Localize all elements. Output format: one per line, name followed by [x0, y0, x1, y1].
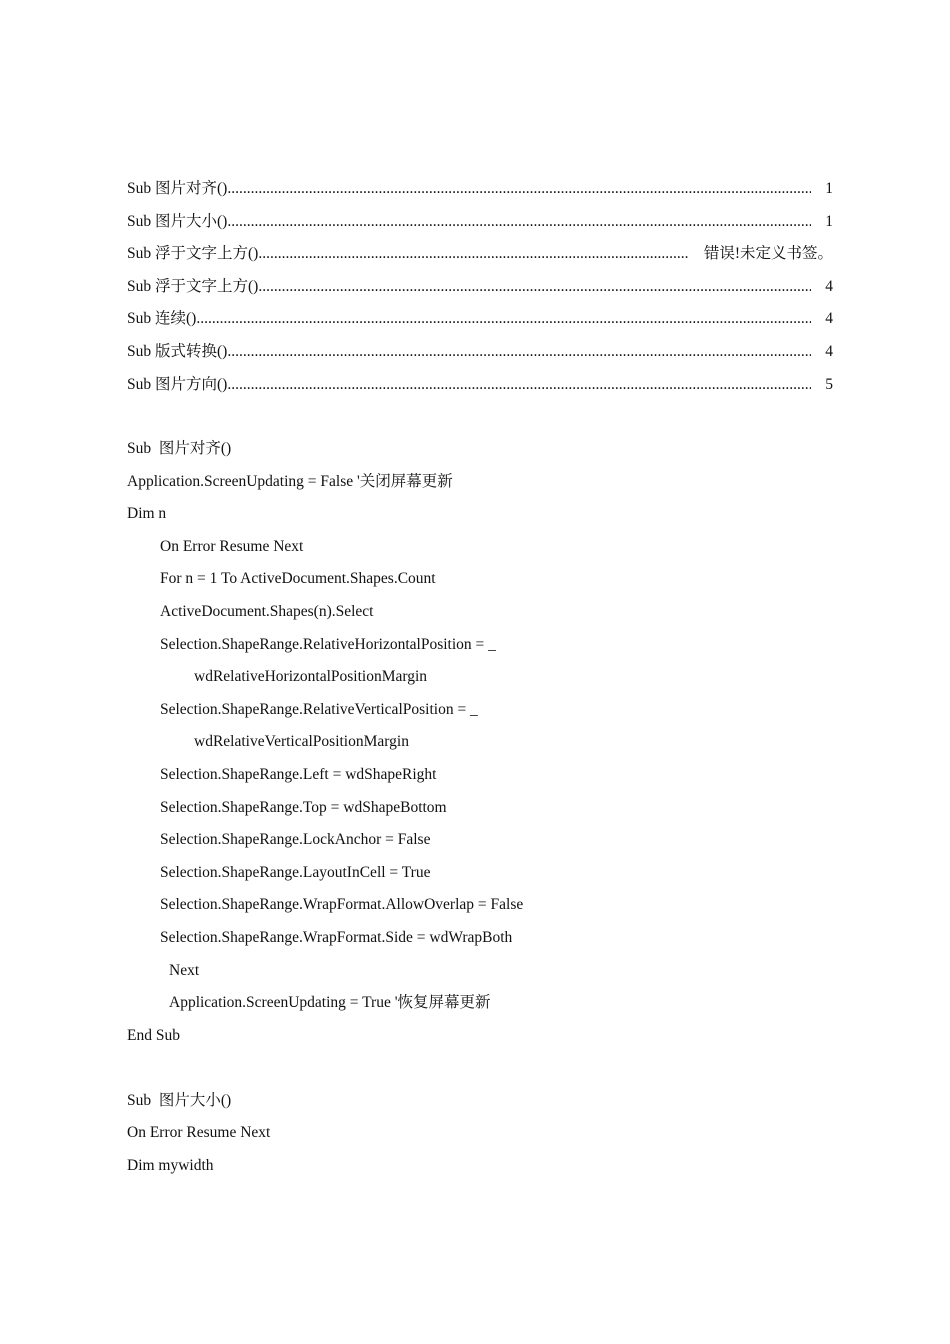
toc-entry-title: Sub 连续() [127, 310, 197, 328]
toc-entry-title: Sub 图片方向() [127, 375, 228, 393]
toc-entry-page: 1 [825, 212, 833, 230]
toc-leader-dots [227, 209, 811, 235]
toc-entry[interactable] [127, 339, 833, 372]
vba-code-listing [127, 436, 867, 1186]
toc-entry-page: 4 [825, 310, 833, 328]
toc-entry[interactable] [127, 241, 833, 274]
toc-entry[interactable] [127, 372, 833, 405]
table-of-contents [127, 176, 833, 404]
toc-entry-title: Sub 图片大小() [127, 212, 228, 230]
code-line: For n = 1 To ActiveDocument.Shapes.Count [160, 570, 436, 588]
toc-entry-title: Sub 图片对齐() [127, 180, 228, 197]
toc-entry-page: 5 [825, 375, 833, 393]
code-line: Application.ScreenUpdating = True '恢复屏幕更新 [169, 994, 491, 1012]
toc-leader-dots [196, 306, 811, 332]
code-line: Selection.ShapeRange.LayoutInCell = True [160, 863, 431, 881]
code-line: On Error Resume Next [127, 1124, 271, 1142]
toc-entry-page: 错误!未定义书签。 [703, 245, 833, 263]
code-line: Application.ScreenUpdating = False '关闭屏幕更新 [127, 472, 453, 490]
toc-entry-title: Sub 浮于文字上方() [127, 277, 259, 295]
toc-entry-title: Sub 浮于文字上方() [127, 245, 259, 263]
code-line: Sub 图片大小() [127, 1091, 232, 1109]
code-line: Selection.ShapeRange.Top = wdShapeBottom [160, 798, 447, 816]
code-line: Dim mywidth [127, 1157, 214, 1175]
code-line: Selection.ShapeRange.WrapFormat.AllowOverlap = False [160, 896, 524, 914]
toc-entry[interactable] [127, 209, 833, 242]
code-line: wdRelativeHorizontalPositionMargin [194, 668, 428, 686]
toc-entry-page: 1 [825, 180, 833, 197]
code-line: Selection.ShapeRange.RelativeHorizontalPosition = _ [160, 635, 496, 653]
code-line: Next [169, 961, 200, 979]
code-line: Selection.ShapeRange.LockAnchor = False [160, 831, 431, 849]
code-line: End Sub [127, 1026, 180, 1044]
code-line: Dim n [127, 505, 167, 523]
code-line: wdRelativeVerticalPositionMargin [194, 733, 409, 751]
code-line: Selection.ShapeRange.WrapFormat.Side = wdWrapBoth [160, 928, 513, 946]
code-line: On Error Resume Next [160, 537, 304, 555]
toc-entry[interactable] [127, 306, 833, 339]
toc-entry[interactable] [127, 274, 833, 307]
toc-leader-dots [227, 372, 811, 398]
code-line: Selection.ShapeRange.Left = wdShapeRight [160, 765, 437, 783]
code-line: Sub 图片对齐() [127, 440, 232, 457]
toc-leader-dots [258, 274, 811, 300]
code-line: ActiveDocument.Shapes(n).Select [160, 602, 374, 620]
toc-leader-dots [227, 176, 811, 202]
toc-entry-title: Sub 版式转换() [127, 342, 228, 360]
code-line: Selection.ShapeRange.RelativeVerticalPosition = _ [160, 700, 478, 718]
toc-entry-page: 4 [825, 342, 833, 360]
toc-leader-dots [258, 241, 688, 267]
toc-leader-dots [227, 339, 811, 365]
blank-line [127, 1055, 867, 1088]
toc-entry-page: 4 [825, 277, 833, 295]
toc-entry[interactable] [127, 176, 833, 209]
